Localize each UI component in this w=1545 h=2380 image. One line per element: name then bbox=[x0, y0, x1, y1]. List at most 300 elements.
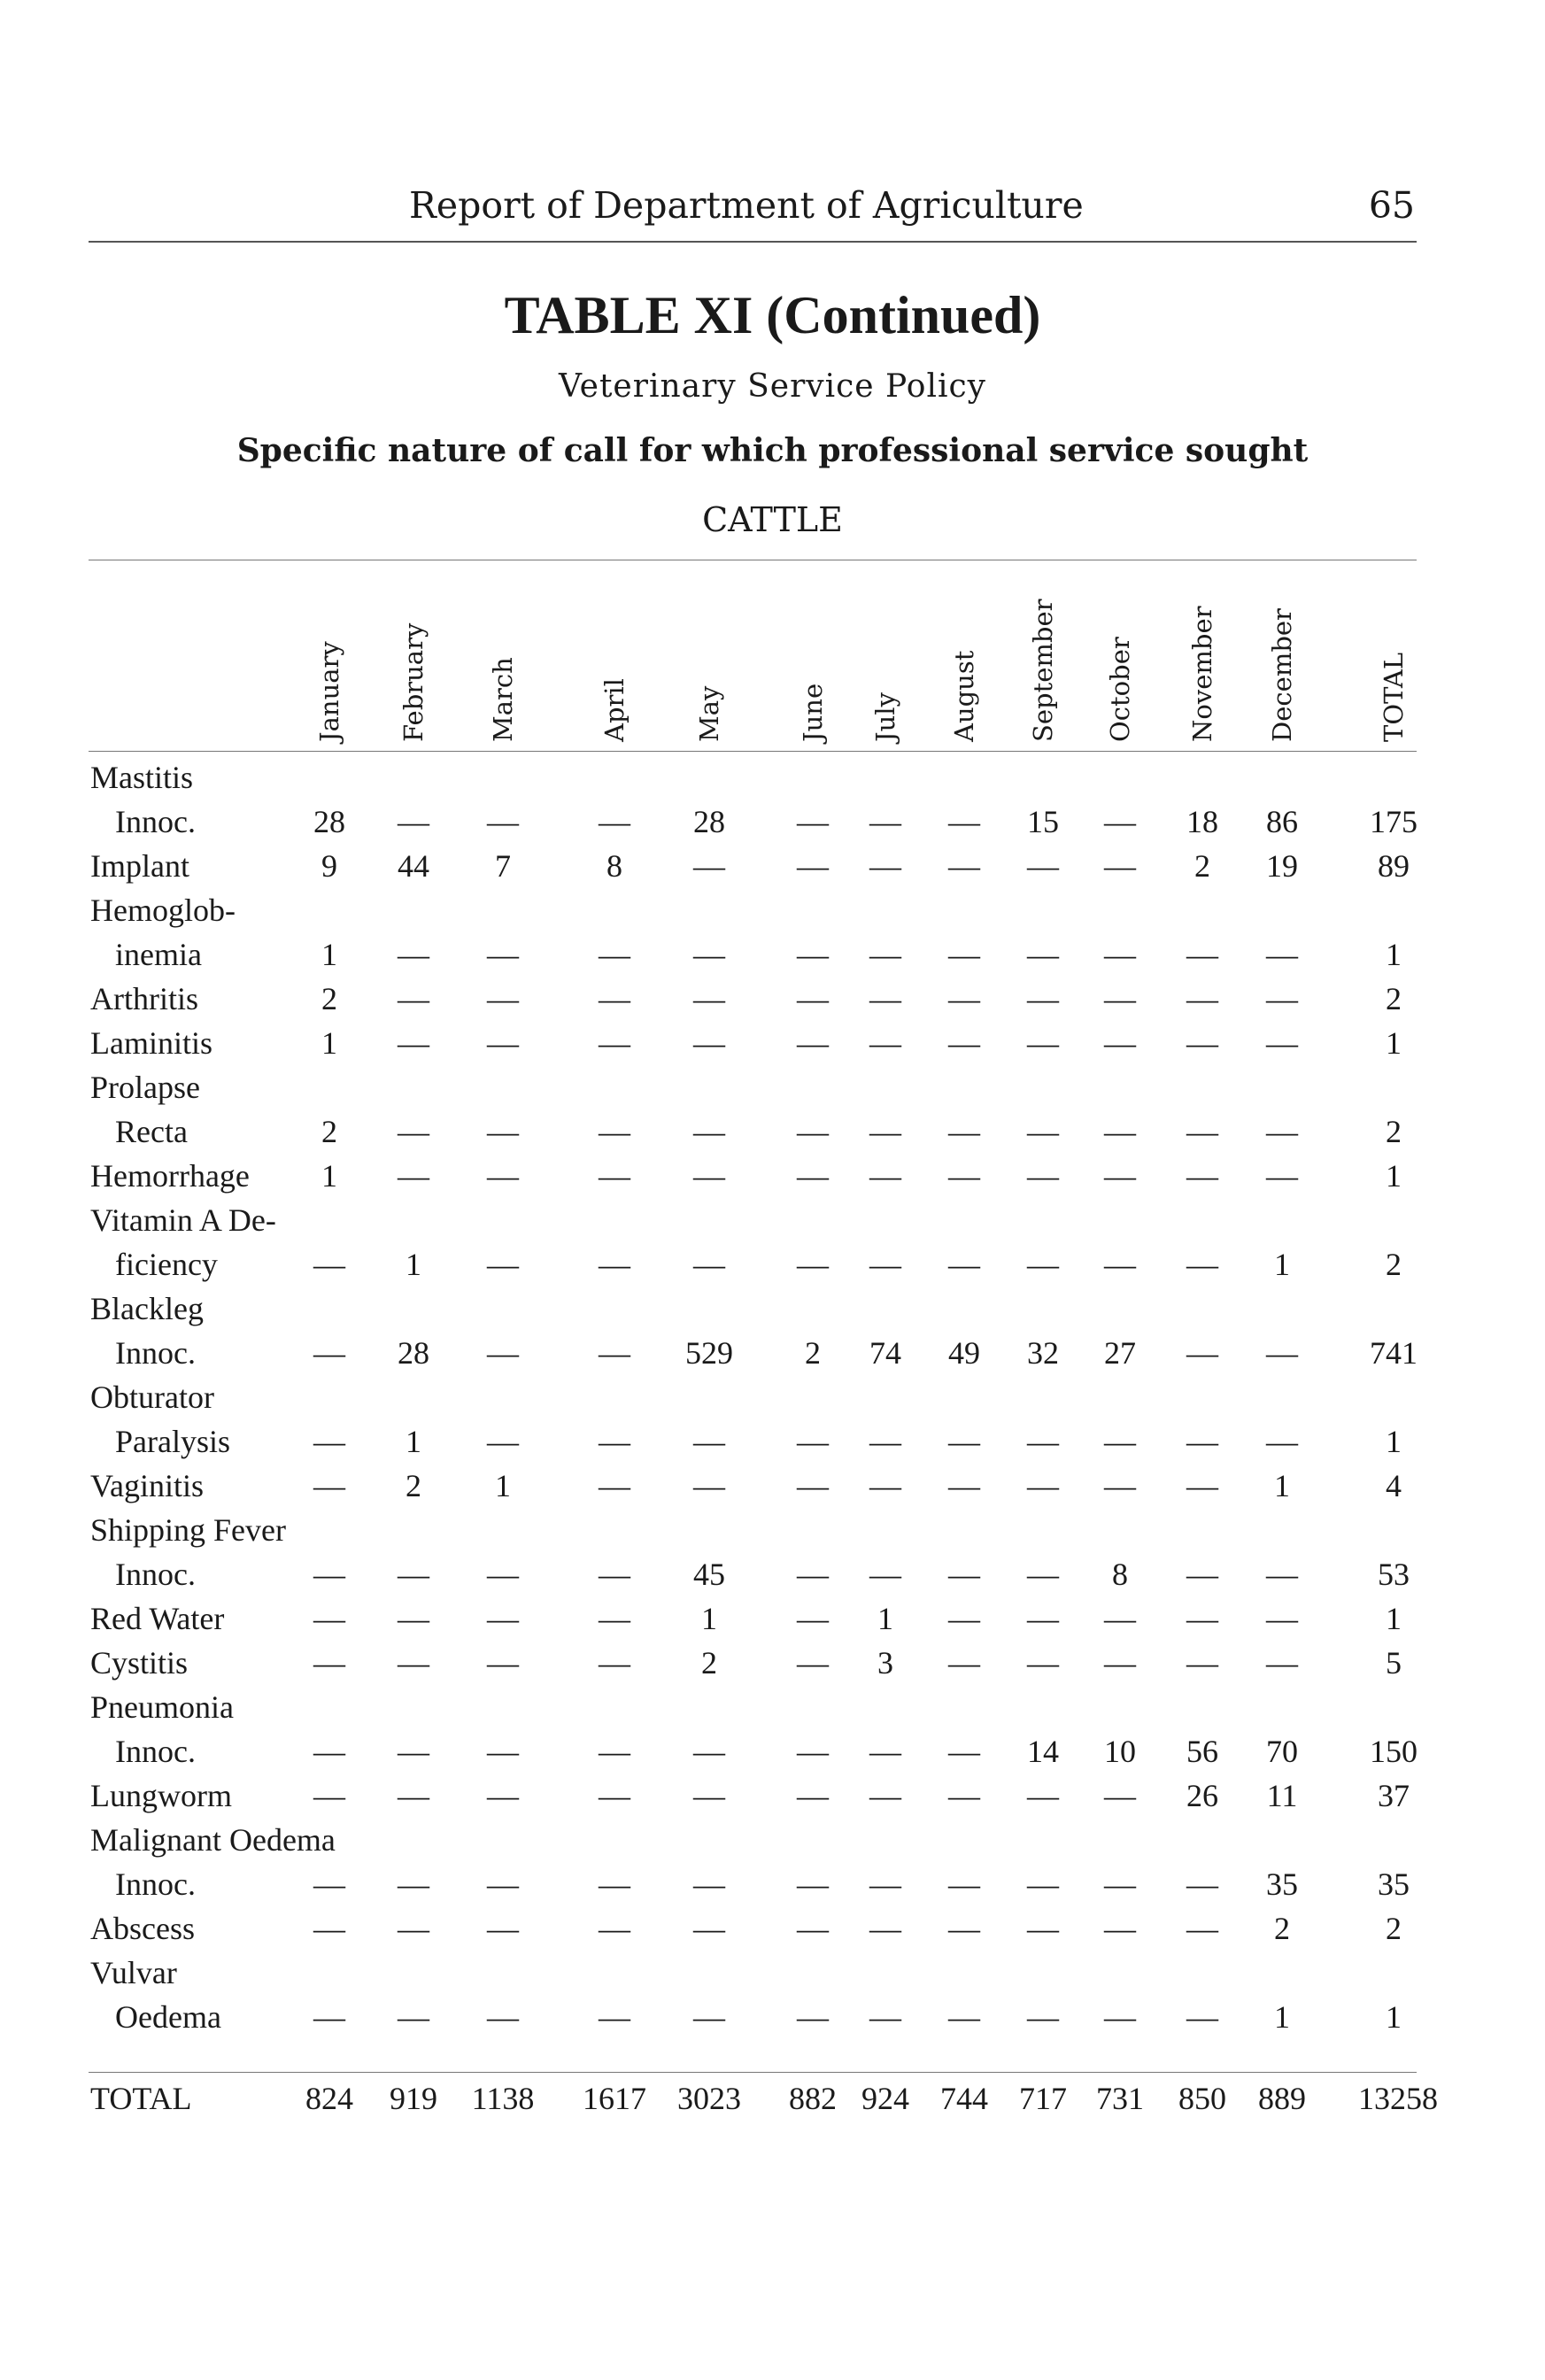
table-cell: — bbox=[487, 1601, 519, 1636]
table-cell: — bbox=[1104, 848, 1136, 884]
column-header-october: October bbox=[1105, 637, 1135, 742]
table-cell: — bbox=[869, 1247, 901, 1282]
table-cell: — bbox=[313, 1335, 345, 1371]
column-header-july: July bbox=[870, 692, 900, 742]
table-cell: — bbox=[599, 1866, 630, 1902]
table-cell: — bbox=[797, 1468, 829, 1503]
total-cell: 3023 bbox=[677, 2081, 741, 2116]
table-cell: — bbox=[487, 937, 519, 972]
row-label: Recta bbox=[115, 1114, 188, 1149]
table-cell: 1 bbox=[1274, 1999, 1290, 2035]
table-cell: 2 bbox=[1386, 1114, 1402, 1149]
table-cell: — bbox=[1186, 1866, 1218, 1902]
table-cell: — bbox=[398, 981, 429, 1016]
row-label: Blackleg bbox=[90, 1291, 204, 1326]
table-cell: — bbox=[313, 1778, 345, 1813]
total-label: TOTAL bbox=[90, 2081, 192, 2116]
table-cell: — bbox=[869, 1468, 901, 1503]
table-cell: 2 bbox=[1194, 848, 1210, 884]
table-cell: — bbox=[797, 1734, 829, 1769]
row-label: Paralysis bbox=[115, 1424, 230, 1459]
table-cell: — bbox=[869, 1424, 901, 1459]
table-cell: 18 bbox=[1186, 804, 1218, 839]
table-cell: 70 bbox=[1266, 1734, 1298, 1769]
row-label: inemia bbox=[115, 937, 202, 972]
table-cell: — bbox=[313, 1468, 345, 1503]
table-cell: 9 bbox=[321, 848, 337, 884]
table-cell: — bbox=[1104, 1114, 1136, 1149]
table-cell: — bbox=[693, 1424, 725, 1459]
row-label: Prolapse bbox=[90, 1070, 200, 1105]
table-cell: 8 bbox=[606, 848, 622, 884]
table-cell: — bbox=[948, 1424, 980, 1459]
table-cell: — bbox=[487, 1247, 519, 1282]
table-cell: — bbox=[693, 981, 725, 1016]
table-cell: 32 bbox=[1027, 1335, 1059, 1371]
row-label: Vulvar bbox=[90, 1955, 177, 1990]
table-cell: 1 bbox=[495, 1468, 511, 1503]
column-header-august: August bbox=[949, 650, 979, 742]
table-cell: — bbox=[398, 937, 429, 972]
table-cell: — bbox=[599, 1025, 630, 1061]
table-cell: — bbox=[869, 1114, 901, 1149]
column-header-february: February bbox=[398, 622, 429, 742]
table-cell: — bbox=[948, 1645, 980, 1681]
table-cell: — bbox=[869, 1025, 901, 1061]
row-label: Abscess bbox=[90, 1911, 195, 1946]
table-cell: 19 bbox=[1266, 848, 1298, 884]
table-cell: — bbox=[1186, 1911, 1218, 1946]
row-label: Cystitis bbox=[90, 1645, 189, 1681]
column-header-december: December bbox=[1267, 608, 1297, 742]
total-cell: 717 bbox=[1019, 2081, 1067, 2116]
table-cell: — bbox=[1186, 1468, 1218, 1503]
table-cell: 1 bbox=[1274, 1247, 1290, 1282]
table-cell: — bbox=[797, 1557, 829, 1592]
table-cell: — bbox=[948, 1114, 980, 1149]
table-cell: — bbox=[1186, 1114, 1218, 1149]
total-cell: 731 bbox=[1096, 2081, 1144, 2116]
table-cell: — bbox=[1266, 1424, 1298, 1459]
table-cell: — bbox=[487, 1778, 519, 1813]
table-cell: 1 bbox=[321, 937, 337, 972]
column-header-november: November bbox=[1187, 606, 1217, 742]
table-cell: — bbox=[869, 937, 901, 972]
table-cell: — bbox=[487, 1424, 519, 1459]
table-cell: — bbox=[693, 937, 725, 972]
table-cell: 35 bbox=[1378, 1866, 1410, 1902]
table-cell: — bbox=[313, 1601, 345, 1636]
column-header-april: April bbox=[599, 678, 630, 742]
table-cell: 529 bbox=[685, 1335, 733, 1371]
page-header bbox=[89, 184, 1417, 237]
table-cell: — bbox=[1027, 1468, 1059, 1503]
page-number: 65 bbox=[1368, 184, 1415, 227]
table-cell: 741 bbox=[1370, 1335, 1418, 1371]
table-cell: — bbox=[1027, 937, 1059, 972]
column-header-january: January bbox=[314, 641, 344, 742]
table-cell: — bbox=[693, 1114, 725, 1149]
table-cell: — bbox=[797, 1424, 829, 1459]
table-cell: — bbox=[1186, 1645, 1218, 1681]
table-cell: — bbox=[797, 804, 829, 839]
table-cell: — bbox=[1266, 1025, 1298, 1061]
table-cell: — bbox=[1104, 804, 1136, 839]
table-cell: — bbox=[398, 1866, 429, 1902]
table-cell: — bbox=[313, 1424, 345, 1459]
total-cell: 924 bbox=[861, 2081, 909, 2116]
table-cell: 1 bbox=[406, 1247, 421, 1282]
table-cell: — bbox=[1266, 981, 1298, 1016]
table-cell: — bbox=[1186, 1601, 1218, 1636]
table-cell: 37 bbox=[1378, 1778, 1410, 1813]
total-cell: 1138 bbox=[471, 2081, 535, 2116]
table-cell: 3 bbox=[877, 1645, 893, 1681]
table-cell: — bbox=[948, 1601, 980, 1636]
table-cell: — bbox=[1266, 1645, 1298, 1681]
table-cell: 8 bbox=[1112, 1557, 1128, 1592]
table-cell: — bbox=[1186, 1025, 1218, 1061]
table-cell: — bbox=[313, 1999, 345, 2035]
table-cell: 74 bbox=[869, 1335, 901, 1371]
row-label: Hemoglob- bbox=[90, 892, 236, 928]
table-cell: — bbox=[313, 1645, 345, 1681]
table-cell: — bbox=[797, 937, 829, 972]
table-cell: — bbox=[1104, 1424, 1136, 1459]
table-cell: — bbox=[398, 1999, 429, 2035]
table-cell: — bbox=[797, 1911, 829, 1946]
row-label: Oedema bbox=[115, 1999, 221, 2035]
table-cell: 4 bbox=[1386, 1468, 1402, 1503]
table-cell: — bbox=[797, 1158, 829, 1194]
table-cell: 2 bbox=[701, 1645, 717, 1681]
table-cell: — bbox=[487, 1999, 519, 2035]
table-cell: — bbox=[1027, 848, 1059, 884]
table-cell: — bbox=[869, 981, 901, 1016]
table-cell: 35 bbox=[1266, 1866, 1298, 1902]
table-cell: 1 bbox=[1386, 1999, 1402, 2035]
table-cell: — bbox=[948, 1247, 980, 1282]
table-cell: — bbox=[398, 1158, 429, 1194]
table-cell: — bbox=[948, 804, 980, 839]
table-cell: — bbox=[599, 1601, 630, 1636]
total-cell: 744 bbox=[940, 2081, 988, 2116]
table-cell: — bbox=[398, 804, 429, 839]
table-cell: 2 bbox=[321, 1114, 337, 1149]
table-cell: — bbox=[599, 1999, 630, 2035]
table-cell: — bbox=[1027, 1247, 1059, 1282]
row-label: Pneumonia bbox=[90, 1689, 234, 1725]
table-cell: — bbox=[1027, 1778, 1059, 1813]
table-cell: 1 bbox=[321, 1025, 337, 1061]
table-cell: 2 bbox=[321, 981, 337, 1016]
table-cell: — bbox=[797, 1645, 829, 1681]
total-rule bbox=[89, 2072, 1417, 2073]
table-cell: — bbox=[1027, 1601, 1059, 1636]
table-cell: 1 bbox=[701, 1601, 717, 1636]
table-cell: — bbox=[1266, 1557, 1298, 1592]
table-cell: 1 bbox=[1386, 937, 1402, 972]
table-cell: 5 bbox=[1386, 1645, 1402, 1681]
table-cell: 2 bbox=[1386, 1911, 1402, 1946]
table-cell: — bbox=[693, 1866, 725, 1902]
table-cell: — bbox=[1104, 981, 1136, 1016]
table-cell: — bbox=[1186, 1158, 1218, 1194]
table-cell: — bbox=[487, 1911, 519, 1946]
table-cell: 1 bbox=[1386, 1424, 1402, 1459]
row-label: Innoc. bbox=[115, 1866, 196, 1902]
table-cell: 2 bbox=[1386, 1247, 1402, 1282]
table-cell: — bbox=[599, 1645, 630, 1681]
table-cell: — bbox=[398, 1025, 429, 1061]
table-cell: — bbox=[398, 1114, 429, 1149]
table-cell: — bbox=[599, 804, 630, 839]
table-cell: — bbox=[1186, 1557, 1218, 1592]
table-cell: — bbox=[487, 1645, 519, 1681]
row-label: Laminitis bbox=[90, 1025, 212, 1061]
table-cell: 7 bbox=[495, 848, 511, 884]
table-cell: 53 bbox=[1378, 1557, 1410, 1592]
table-cell: — bbox=[797, 981, 829, 1016]
row-label: Lungworm bbox=[90, 1778, 232, 1813]
table-cell: — bbox=[693, 1999, 725, 2035]
table-cell: — bbox=[487, 1335, 519, 1371]
header-rule bbox=[89, 241, 1417, 243]
table-cell: 2 bbox=[1274, 1911, 1290, 1946]
table-cell: — bbox=[1186, 937, 1218, 972]
row-label: Hemorrhage bbox=[90, 1158, 250, 1194]
table-cell: 49 bbox=[948, 1335, 980, 1371]
table-cell: 15 bbox=[1027, 804, 1059, 839]
table-cell: — bbox=[1266, 1601, 1298, 1636]
table-cell: 11 bbox=[1266, 1778, 1298, 1813]
table-cell: — bbox=[693, 848, 725, 884]
header-bottom-rule bbox=[89, 751, 1417, 752]
row-label: Obturator bbox=[90, 1379, 214, 1415]
row-label: Innoc. bbox=[115, 1734, 196, 1769]
table-cell: — bbox=[1104, 1999, 1136, 2035]
table-cell: — bbox=[869, 804, 901, 839]
total-cell: 1617 bbox=[583, 2081, 646, 2116]
row-label: Vaginitis bbox=[90, 1468, 205, 1503]
table-cell: — bbox=[599, 1734, 630, 1769]
table-cell: — bbox=[1266, 1335, 1298, 1371]
row-label: Vitamin A De- bbox=[90, 1202, 276, 1238]
table-cell: 2 bbox=[1386, 981, 1402, 1016]
table-cell: — bbox=[693, 1025, 725, 1061]
table-cell: — bbox=[398, 1734, 429, 1769]
table-cell: — bbox=[797, 1114, 829, 1149]
table-cell: — bbox=[948, 1468, 980, 1503]
table-cell: — bbox=[1027, 1911, 1059, 1946]
table-cell: — bbox=[1027, 1424, 1059, 1459]
table-cell: — bbox=[599, 1557, 630, 1592]
table-cell: — bbox=[1266, 1114, 1298, 1149]
table-cell: — bbox=[313, 1911, 345, 1946]
table-cell: — bbox=[1027, 1025, 1059, 1061]
table-cell: 1 bbox=[321, 1158, 337, 1194]
table-cell: — bbox=[693, 1158, 725, 1194]
table-cell: — bbox=[398, 1778, 429, 1813]
table-cell: — bbox=[1104, 1778, 1136, 1813]
table-cell: — bbox=[1104, 1601, 1136, 1636]
table-cell: — bbox=[869, 1999, 901, 2035]
table-title: TABLE XI (Continued) bbox=[504, 286, 1041, 344]
table-cell: — bbox=[313, 1734, 345, 1769]
row-label: Innoc. bbox=[115, 1557, 196, 1592]
table-cell: — bbox=[1186, 1999, 1218, 2035]
table-cell: — bbox=[948, 1866, 980, 1902]
table-cell: — bbox=[948, 981, 980, 1016]
table-cell: — bbox=[599, 1335, 630, 1371]
table-cell: — bbox=[797, 1025, 829, 1061]
table-cell: 86 bbox=[1266, 804, 1298, 839]
table-cell: — bbox=[1027, 1557, 1059, 1592]
table-cell: — bbox=[1104, 1911, 1136, 1946]
table-cell: — bbox=[948, 1911, 980, 1946]
column-header-total: TOTAL bbox=[1379, 652, 1409, 742]
table-cell: — bbox=[1266, 1158, 1298, 1194]
row-label: Mastitis bbox=[90, 760, 194, 795]
table-cell: — bbox=[599, 1424, 630, 1459]
table-cell: — bbox=[797, 1866, 829, 1902]
table-cell: — bbox=[948, 1025, 980, 1061]
table-cell: — bbox=[797, 848, 829, 884]
row-label: Malignant Oedema bbox=[90, 1822, 336, 1858]
table-cell: — bbox=[1104, 1025, 1136, 1061]
table-cell: — bbox=[869, 1911, 901, 1946]
table-cell: — bbox=[1186, 981, 1218, 1016]
table-cell: — bbox=[693, 1778, 725, 1813]
table-cell: — bbox=[869, 1866, 901, 1902]
total-cell: 889 bbox=[1258, 2081, 1306, 2116]
table-cell: — bbox=[313, 1557, 345, 1592]
table-description: Specific nature of call for which professional service sought bbox=[236, 432, 1309, 469]
table-cell: 1 bbox=[406, 1424, 421, 1459]
table-cell: 1 bbox=[1386, 1601, 1402, 1636]
table-cell: — bbox=[599, 1911, 630, 1946]
total-cell: 882 bbox=[789, 2081, 837, 2116]
table-cell: — bbox=[869, 848, 901, 884]
running-title: Report of Department of Agriculture bbox=[409, 184, 1084, 227]
table-cell: — bbox=[599, 1468, 630, 1503]
table-cell: — bbox=[313, 1866, 345, 1902]
table-cell: 1 bbox=[877, 1601, 893, 1636]
row-label: Shipping Fever bbox=[90, 1512, 286, 1548]
table-cell: — bbox=[797, 1601, 829, 1636]
table-cell: — bbox=[869, 1158, 901, 1194]
column-header-june: June bbox=[798, 683, 828, 742]
row-label: ficiency bbox=[115, 1247, 218, 1282]
table-cell: — bbox=[487, 1557, 519, 1592]
table-cell: — bbox=[1104, 1158, 1136, 1194]
row-label: Innoc. bbox=[115, 804, 196, 839]
table-cell: — bbox=[1027, 1158, 1059, 1194]
table-cell: — bbox=[1027, 1114, 1059, 1149]
table-cell: — bbox=[693, 1247, 725, 1282]
table-cell: — bbox=[487, 1158, 519, 1194]
table-cell: — bbox=[1104, 1468, 1136, 1503]
table-cell: — bbox=[948, 1999, 980, 2035]
table-cell: 14 bbox=[1027, 1734, 1059, 1769]
table-cell: — bbox=[487, 1734, 519, 1769]
table-cell: — bbox=[1104, 1866, 1136, 1902]
table-cell: — bbox=[869, 1778, 901, 1813]
row-label: Arthritis bbox=[90, 981, 198, 1016]
column-header-march: March bbox=[488, 657, 518, 742]
table-cell: — bbox=[487, 804, 519, 839]
table-cell: — bbox=[599, 981, 630, 1016]
table-cell: 1 bbox=[1386, 1025, 1402, 1061]
table-cell: 26 bbox=[1186, 1778, 1218, 1813]
table-cell: 175 bbox=[1370, 804, 1418, 839]
table-cell: — bbox=[1027, 1999, 1059, 2035]
table-cell: — bbox=[313, 1247, 345, 1282]
table-cell: 28 bbox=[313, 804, 345, 839]
table-cell: — bbox=[1104, 1247, 1136, 1282]
table-cell: 45 bbox=[693, 1557, 725, 1592]
table-cell: — bbox=[693, 1911, 725, 1946]
table-cell: 28 bbox=[693, 804, 725, 839]
table-cell: — bbox=[599, 1247, 630, 1282]
table-cell: — bbox=[693, 1468, 725, 1503]
column-header-may: May bbox=[694, 685, 724, 742]
column-header-september: September bbox=[1028, 599, 1058, 742]
table-cell: 150 bbox=[1370, 1734, 1418, 1769]
table-cell: — bbox=[487, 1114, 519, 1149]
table-cell: 44 bbox=[398, 848, 429, 884]
table-cell: 2 bbox=[406, 1468, 421, 1503]
table-cell: — bbox=[1186, 1424, 1218, 1459]
table-cell: — bbox=[869, 1734, 901, 1769]
table-cell: — bbox=[599, 1778, 630, 1813]
total-cell: 13258 bbox=[1358, 2081, 1438, 2116]
table-cell: — bbox=[599, 1114, 630, 1149]
table-cell: — bbox=[398, 1557, 429, 1592]
total-cell: 824 bbox=[305, 2081, 353, 2116]
table-cell: — bbox=[1027, 1645, 1059, 1681]
table-cell: — bbox=[398, 1911, 429, 1946]
table-cell: — bbox=[948, 1557, 980, 1592]
table-cell: — bbox=[797, 1778, 829, 1813]
table-cell: 2 bbox=[805, 1335, 821, 1371]
row-label: Red Water bbox=[90, 1601, 225, 1636]
table-cell: — bbox=[948, 1778, 980, 1813]
table-cell: 1 bbox=[1386, 1158, 1402, 1194]
table-cell: — bbox=[1186, 1335, 1218, 1371]
row-label: Implant bbox=[90, 848, 189, 884]
table-cell: — bbox=[1186, 1247, 1218, 1282]
table-cell: 89 bbox=[1378, 848, 1410, 884]
table-cell: 1 bbox=[1274, 1468, 1290, 1503]
total-cell: 919 bbox=[390, 2081, 437, 2116]
total-cell: 850 bbox=[1178, 2081, 1226, 2116]
table-cell: — bbox=[398, 1645, 429, 1681]
table-cell: — bbox=[1104, 1645, 1136, 1681]
table-cell: — bbox=[1104, 937, 1136, 972]
table-cell: — bbox=[599, 937, 630, 972]
table-cell: 56 bbox=[1186, 1734, 1218, 1769]
table-cell: — bbox=[487, 1866, 519, 1902]
table-cell: 10 bbox=[1104, 1734, 1136, 1769]
table-cell: — bbox=[948, 1734, 980, 1769]
row-label: Innoc. bbox=[115, 1335, 196, 1371]
table-cell: — bbox=[487, 1025, 519, 1061]
table-cell: — bbox=[797, 1247, 829, 1282]
table-cell: 27 bbox=[1104, 1335, 1136, 1371]
section-heading: CATTLE bbox=[702, 500, 843, 539]
table-cell: — bbox=[948, 1158, 980, 1194]
